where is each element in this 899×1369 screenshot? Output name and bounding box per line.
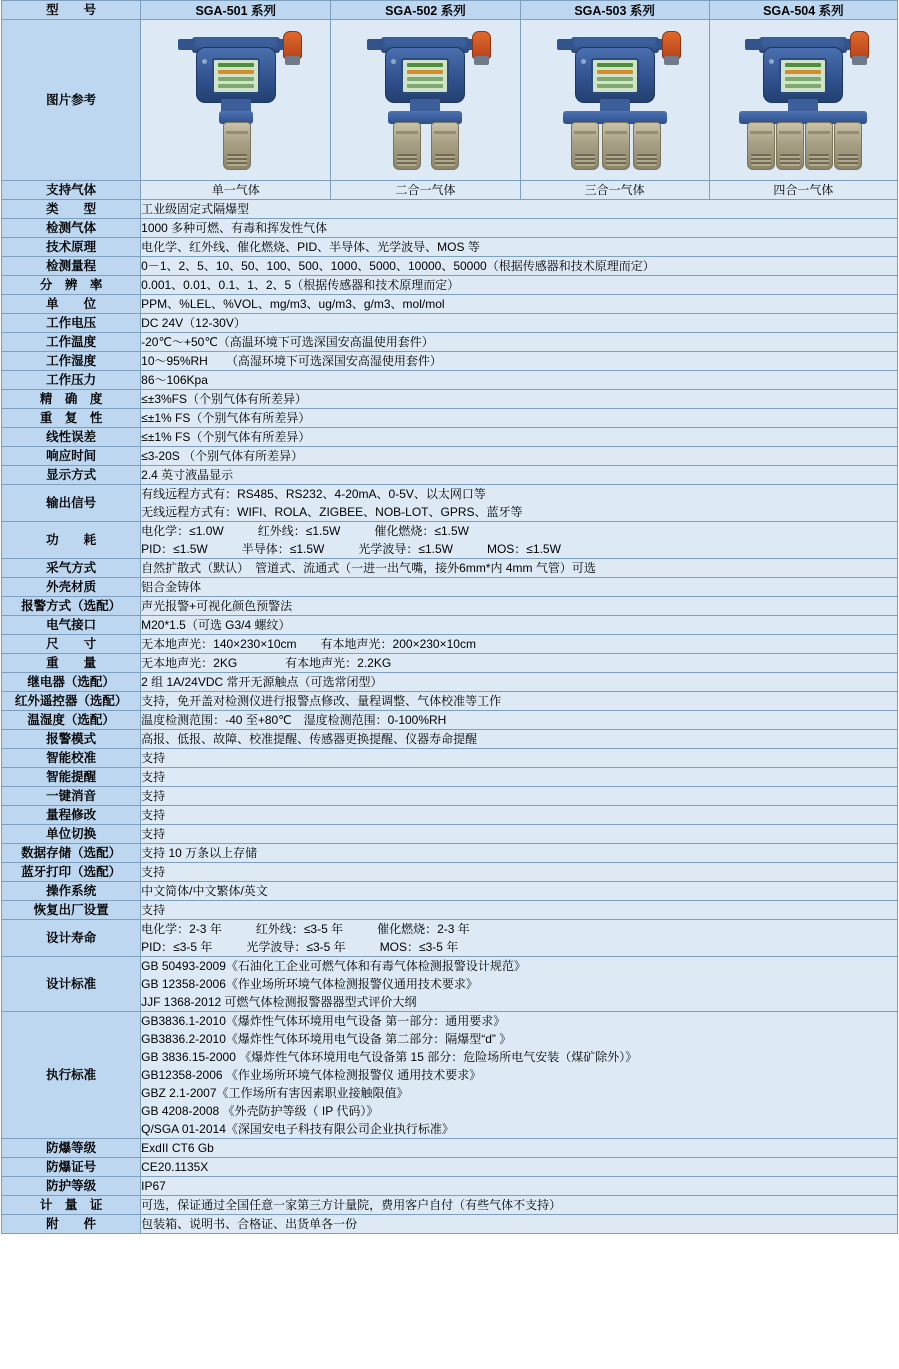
row-value: 1000 多种可燃、有毒和挥发性气体 bbox=[141, 219, 898, 238]
row-value: 温度检测范围：-40 至+80℃ 湿度检测范围：0-100%RH bbox=[141, 711, 898, 730]
power-line-1 bbox=[141, 522, 897, 540]
row-label: 响应时间 bbox=[2, 447, 141, 466]
row-label: 计 量 证 bbox=[2, 1196, 141, 1215]
design-standard-label: 设计标准 bbox=[2, 957, 141, 1012]
row-value: 86～106Kpa bbox=[141, 371, 898, 390]
exec-standard-value bbox=[141, 1012, 898, 1139]
row-value: 无本地声光：140×230×10cm 有本地声光：200×230×10cm bbox=[141, 635, 898, 654]
bolt-row bbox=[580, 51, 650, 57]
sensor-probe bbox=[223, 122, 251, 170]
row-label: 智能校准 bbox=[2, 749, 141, 768]
row-label: 工作温度 bbox=[2, 333, 141, 352]
row-value: 工业级固定式隔爆型 bbox=[141, 200, 898, 219]
gas-support-label: 支持气体 bbox=[2, 181, 141, 200]
enclosure-head bbox=[385, 47, 465, 103]
row-label: 精 确 度 bbox=[2, 390, 141, 409]
spec-row-design-standard bbox=[2, 957, 898, 1012]
row-value: PPM、%LEL、%VOL、mg/m3、ug/m3、g/m3、mol/mol bbox=[141, 295, 898, 314]
sensor-probe bbox=[393, 122, 421, 170]
row-label: 报警方式（选配） bbox=[2, 597, 141, 616]
row-value: 支持 bbox=[141, 901, 898, 920]
header-model-502: SGA-502 系列 bbox=[331, 1, 520, 20]
spec-row-unit bbox=[2, 295, 898, 314]
sensor-probe bbox=[633, 122, 661, 170]
spec-row-pressure bbox=[2, 371, 898, 390]
exec-standard-item: GB 4208-2008 《外壳防护等级（ IP 代码）》 bbox=[141, 1104, 379, 1118]
design-standard-value bbox=[141, 957, 898, 1012]
header-model-501: SGA-501 系列 bbox=[141, 1, 331, 20]
sensor-probe bbox=[571, 122, 599, 170]
row-value: ≤3-20S （个别气体有所差异） bbox=[141, 447, 898, 466]
row-label: 检测气体 bbox=[2, 219, 141, 238]
sensor-probe bbox=[602, 122, 630, 170]
gas-support-503: 三合一气体 bbox=[520, 181, 709, 200]
row-value: 支持 bbox=[141, 863, 898, 882]
lcd-screen bbox=[779, 58, 827, 94]
device-illustration bbox=[531, 23, 699, 178]
alarm-lamp-icon bbox=[472, 31, 491, 59]
design-standard-item: JJF 1368-2012 可燃气体检测报警器器型式评价大纲 bbox=[141, 995, 417, 1009]
bolt-row bbox=[201, 51, 271, 57]
spec-row-size bbox=[2, 635, 898, 654]
row-label: 外壳材质 bbox=[2, 578, 141, 597]
output-signal-wired: 有线远程方式有：RS485、RS232、4-20mA、0-5V、以太网口等 bbox=[141, 487, 486, 501]
power-mos: MOS：≤1.5W bbox=[486, 542, 561, 556]
row-label: 继电器（选配） bbox=[2, 673, 141, 692]
alarm-lamp-icon bbox=[850, 31, 869, 59]
lcd-screen bbox=[212, 58, 260, 94]
row-value: DC 24V（12-30V） bbox=[141, 314, 898, 333]
row-value: -20℃～+50℃（高温环境下可选深国安高温使用套件） bbox=[141, 333, 898, 352]
spec-row-factory-reset bbox=[2, 901, 898, 920]
header-model-504: SGA-504 系列 bbox=[709, 1, 897, 20]
spec-row-metrology-cert bbox=[2, 1196, 898, 1215]
exec-standard-item: Q/SGA 01-2014《深国安电子科技有限公司企业执行标准》 bbox=[141, 1122, 454, 1136]
row-value: 高报、低报、故障、校准提醒、传感器更换提醒、仪器寿命提醒 bbox=[141, 730, 898, 749]
spec-row-weight bbox=[2, 654, 898, 673]
spec-row-os-language bbox=[2, 882, 898, 901]
row-label: 类 型 bbox=[2, 200, 141, 219]
spec-row-temp-humidity-option bbox=[2, 711, 898, 730]
output-signal-value bbox=[141, 485, 898, 522]
row-value: 支持 10 万条以上存储 bbox=[141, 844, 898, 863]
row-label: 智能提醒 bbox=[2, 768, 141, 787]
design-life-line-1 bbox=[141, 920, 897, 938]
row-label: 红外遥控器（选配） bbox=[2, 692, 141, 711]
life-infrared: 红外线：≤3-5 年 bbox=[255, 922, 344, 936]
power-value bbox=[141, 522, 898, 559]
spec-row-sampling bbox=[2, 559, 898, 578]
spec-row-ip-rating bbox=[2, 1177, 898, 1196]
row-value: 支持 bbox=[141, 806, 898, 825]
row-value: 2 组 1A/24VDC 常开无源触点（可选常闭型） bbox=[141, 673, 898, 692]
spec-row-technology bbox=[2, 238, 898, 257]
row-label: 工作电压 bbox=[2, 314, 141, 333]
spec-row-unit-switch bbox=[2, 825, 898, 844]
spec-row-output-signal bbox=[2, 485, 898, 522]
row-label: 采气方式 bbox=[2, 559, 141, 578]
device-illustration bbox=[152, 23, 320, 178]
spec-row-repeatability bbox=[2, 409, 898, 428]
design-standard-item: GB 12358-2006《作业场所环境气体检测报警仪通用技术要求》 bbox=[141, 977, 478, 991]
power-electrochemical: 电化学：≤1.0W bbox=[141, 524, 224, 538]
power-semiconductor: 半导体：≤1.5W bbox=[241, 542, 325, 556]
row-label: 温湿度（选配） bbox=[2, 711, 141, 730]
life-mos: MOS：≤3-5 年 bbox=[379, 940, 459, 954]
alarm-lamp-icon bbox=[662, 31, 681, 59]
exec-standard-item: GB 3836.15-2000 《爆炸性气体环境用电气设备第 15 部分：危险场所电气安装（煤矿除外）》 bbox=[141, 1050, 638, 1064]
gas-support-504: 四合一气体 bbox=[709, 181, 897, 200]
row-label: 一键消音 bbox=[2, 787, 141, 806]
row-label: 单位切换 bbox=[2, 825, 141, 844]
gas-support-502: 二合一气体 bbox=[331, 181, 520, 200]
enclosure-head bbox=[575, 47, 655, 103]
sensor-probe bbox=[776, 122, 804, 170]
row-label: 工作压力 bbox=[2, 371, 141, 390]
row-value: 支持 bbox=[141, 825, 898, 844]
lcd-screen bbox=[591, 58, 639, 94]
row-value: M20*1.5（可选 G3/4 螺纹） bbox=[141, 616, 898, 635]
row-label: 操作系统 bbox=[2, 882, 141, 901]
image-reference-row bbox=[2, 20, 898, 181]
design-standard-item: GB 50493-2009《石油化工企业可燃气体和有毒气体检测报警设计规范》 bbox=[141, 959, 526, 973]
spec-row-data-storage bbox=[2, 844, 898, 863]
row-label: 防爆证号 bbox=[2, 1158, 141, 1177]
row-value: 支持 bbox=[141, 787, 898, 806]
table-header-row bbox=[2, 1, 898, 20]
spec-row-power bbox=[2, 522, 898, 559]
row-label: 线性误差 bbox=[2, 428, 141, 447]
device-image-503 bbox=[520, 20, 709, 181]
row-label: 报警模式 bbox=[2, 730, 141, 749]
spec-row-alarm-modes bbox=[2, 730, 898, 749]
spec-row-bluetooth-print bbox=[2, 863, 898, 882]
spec-row-range-modify bbox=[2, 806, 898, 825]
row-value: 无本地声光：2KG 有本地声光：2.2KG bbox=[141, 654, 898, 673]
power-optical-waveguide: 光学波导：≤1.5W bbox=[358, 542, 453, 556]
exec-standard-item: GB3836.1-2010《爆炸性气体环境用电气设备 第一部分：通用要求》 bbox=[141, 1014, 506, 1028]
spec-row-linearity bbox=[2, 428, 898, 447]
row-value: IP67 bbox=[141, 1177, 898, 1196]
row-label: 尺 寸 bbox=[2, 635, 141, 654]
bolt-row bbox=[768, 51, 838, 57]
device-image-504 bbox=[709, 20, 897, 181]
spec-row-type bbox=[2, 200, 898, 219]
enclosure-head bbox=[196, 47, 276, 103]
specification-table bbox=[1, 0, 898, 1234]
spec-row-one-key-mute bbox=[2, 787, 898, 806]
spec-row-shell-material bbox=[2, 578, 898, 597]
row-label: 重 量 bbox=[2, 654, 141, 673]
row-value: 0－1、2、5、10、50、100、500、1000、5000、10000、50000（根据传感器和技术原理而定） bbox=[141, 257, 898, 276]
spec-row-smart-reminder bbox=[2, 768, 898, 787]
row-label: 工作湿度 bbox=[2, 352, 141, 371]
row-value: 0.001、0.01、0.1、1、2、5（根据传感器和技术原理而定） bbox=[141, 276, 898, 295]
row-label: 分 辨 率 bbox=[2, 276, 141, 295]
power-label: 功 耗 bbox=[2, 522, 141, 559]
row-value: 铝合金铸体 bbox=[141, 578, 898, 597]
spec-row-design-life bbox=[2, 920, 898, 957]
spec-row-display bbox=[2, 466, 898, 485]
design-life-line-2 bbox=[141, 938, 897, 956]
device-illustration bbox=[341, 23, 509, 178]
spec-row-accuracy bbox=[2, 390, 898, 409]
row-label: 量程修改 bbox=[2, 806, 141, 825]
sensor-probe bbox=[805, 122, 833, 170]
gas-support-501: 单一气体 bbox=[141, 181, 331, 200]
row-value: 可选，保证通过全国任意一家第三方计量院，费用客户自付（有些气体不支持） bbox=[141, 1196, 898, 1215]
alarm-lamp-icon bbox=[283, 31, 302, 59]
row-label: 防护等级 bbox=[2, 1177, 141, 1196]
row-value: ≤±3%FS（个别气体有所差异） bbox=[141, 390, 898, 409]
power-pid: PID：≤1.5W bbox=[141, 542, 208, 556]
life-catalytic: 催化燃烧：2-3 年 bbox=[377, 922, 470, 936]
spec-row-accessories bbox=[2, 1215, 898, 1234]
spec-row-detect-gas bbox=[2, 219, 898, 238]
exec-standard-item: GB12358-2006 《作业场所环境气体检测报警仪 通用技术要求》 bbox=[141, 1068, 482, 1082]
row-value: 中文简体/中文繁体/英文 bbox=[141, 882, 898, 901]
spec-row-temperature bbox=[2, 333, 898, 352]
image-reference-label: 图片参考 bbox=[2, 20, 141, 181]
sensor-probe bbox=[431, 122, 459, 170]
row-value: 10～95%RH （高湿环境下可选深国安高湿使用套件） bbox=[141, 352, 898, 371]
row-label: 电气接口 bbox=[2, 616, 141, 635]
row-label: 数据存储（选配） bbox=[2, 844, 141, 863]
row-label: 恢复出厂设置 bbox=[2, 901, 141, 920]
row-label: 蓝牙打印（选配） bbox=[2, 863, 141, 882]
row-label: 防爆等级 bbox=[2, 1139, 141, 1158]
row-value: 支持 bbox=[141, 749, 898, 768]
spec-row-smart-calibration bbox=[2, 749, 898, 768]
row-label: 显示方式 bbox=[2, 466, 141, 485]
power-catalytic: 催化燃烧：≤1.5W bbox=[374, 524, 469, 538]
design-life-label: 设计寿命 bbox=[2, 920, 141, 957]
life-pid: PID：≤3-5 年 bbox=[141, 940, 213, 954]
sensor-probe bbox=[747, 122, 775, 170]
spec-row-exec-standard bbox=[2, 1012, 898, 1139]
row-value: 包装箱、说明书、合格证、出货单各一份 bbox=[141, 1215, 898, 1234]
gas-support-row bbox=[2, 181, 898, 200]
row-label: 重 复 性 bbox=[2, 409, 141, 428]
spec-row-ir-remote bbox=[2, 692, 898, 711]
output-signal-wireless: 无线远程方式有：WIFI、ROLA、ZIGBEE、NOB-LOT、GPRS、蓝牙等 bbox=[141, 505, 523, 519]
exec-standard-item: GB3836.2-2010《爆炸性气体环境用电气设备 第二部分：隔爆型“d” 》 bbox=[141, 1032, 512, 1046]
sensor-probe bbox=[834, 122, 862, 170]
spec-row-range bbox=[2, 257, 898, 276]
spec-row-alarm-mode-option bbox=[2, 597, 898, 616]
power-infrared: 红外线：≤1.5W bbox=[257, 524, 341, 538]
enclosure-head bbox=[763, 47, 843, 103]
spec-row-response-time bbox=[2, 447, 898, 466]
row-value: CE20.1135X bbox=[141, 1158, 898, 1177]
spec-row-electrical-interface bbox=[2, 616, 898, 635]
output-signal-label: 输出信号 bbox=[2, 485, 141, 522]
row-value: 声光报警+可视化颜色预警法 bbox=[141, 597, 898, 616]
row-value: 2.4 英寸液晶显示 bbox=[141, 466, 898, 485]
design-life-value bbox=[141, 920, 898, 957]
row-value: 电化学、红外线、催化燃烧、PID、半导体、光学波导、MOS 等 bbox=[141, 238, 898, 257]
row-value: ≤±1% FS（个别气体有所差异） bbox=[141, 409, 898, 428]
row-label: 单 位 bbox=[2, 295, 141, 314]
row-value: 自然扩散式（默认） 管道式、流通式（一进一出气嘴，接外6mm*内 4mm 气管）可选 bbox=[141, 559, 898, 578]
bolt-row bbox=[390, 51, 460, 57]
spec-row-ex-rating bbox=[2, 1139, 898, 1158]
life-optical-waveguide: 光学波导：≤3-5 年 bbox=[246, 940, 346, 954]
device-image-502 bbox=[331, 20, 520, 181]
exec-standard-label: 执行标准 bbox=[2, 1012, 141, 1139]
spec-row-ex-cert-no bbox=[2, 1158, 898, 1177]
row-label: 技术原理 bbox=[2, 238, 141, 257]
exec-standard-item: GBZ 2.1-2007《工作场所有害因素职业接触限值》 bbox=[141, 1086, 409, 1100]
header-model-503: SGA-503 系列 bbox=[520, 1, 709, 20]
power-line-2 bbox=[141, 540, 897, 558]
device-image-501 bbox=[141, 20, 331, 181]
spec-row-voltage bbox=[2, 314, 898, 333]
lcd-screen bbox=[401, 58, 449, 94]
life-electrochemical: 电化学：2-3 年 bbox=[141, 922, 222, 936]
row-value: ExdII CT6 Gb bbox=[141, 1139, 898, 1158]
row-label: 附 件 bbox=[2, 1215, 141, 1234]
row-value: 支持 bbox=[141, 768, 898, 787]
header-model-label: 型 号 bbox=[2, 1, 141, 20]
device-illustration bbox=[719, 23, 887, 178]
spec-row-resolution bbox=[2, 276, 898, 295]
row-value: 支持，免开盖对检测仪进行报警点修改、量程调整、气体校准等工作 bbox=[141, 692, 898, 711]
spec-row-relay bbox=[2, 673, 898, 692]
spec-row-humidity bbox=[2, 352, 898, 371]
row-value: ≤±1% FS（个别气体有所差异） bbox=[141, 428, 898, 447]
row-label: 检测量程 bbox=[2, 257, 141, 276]
